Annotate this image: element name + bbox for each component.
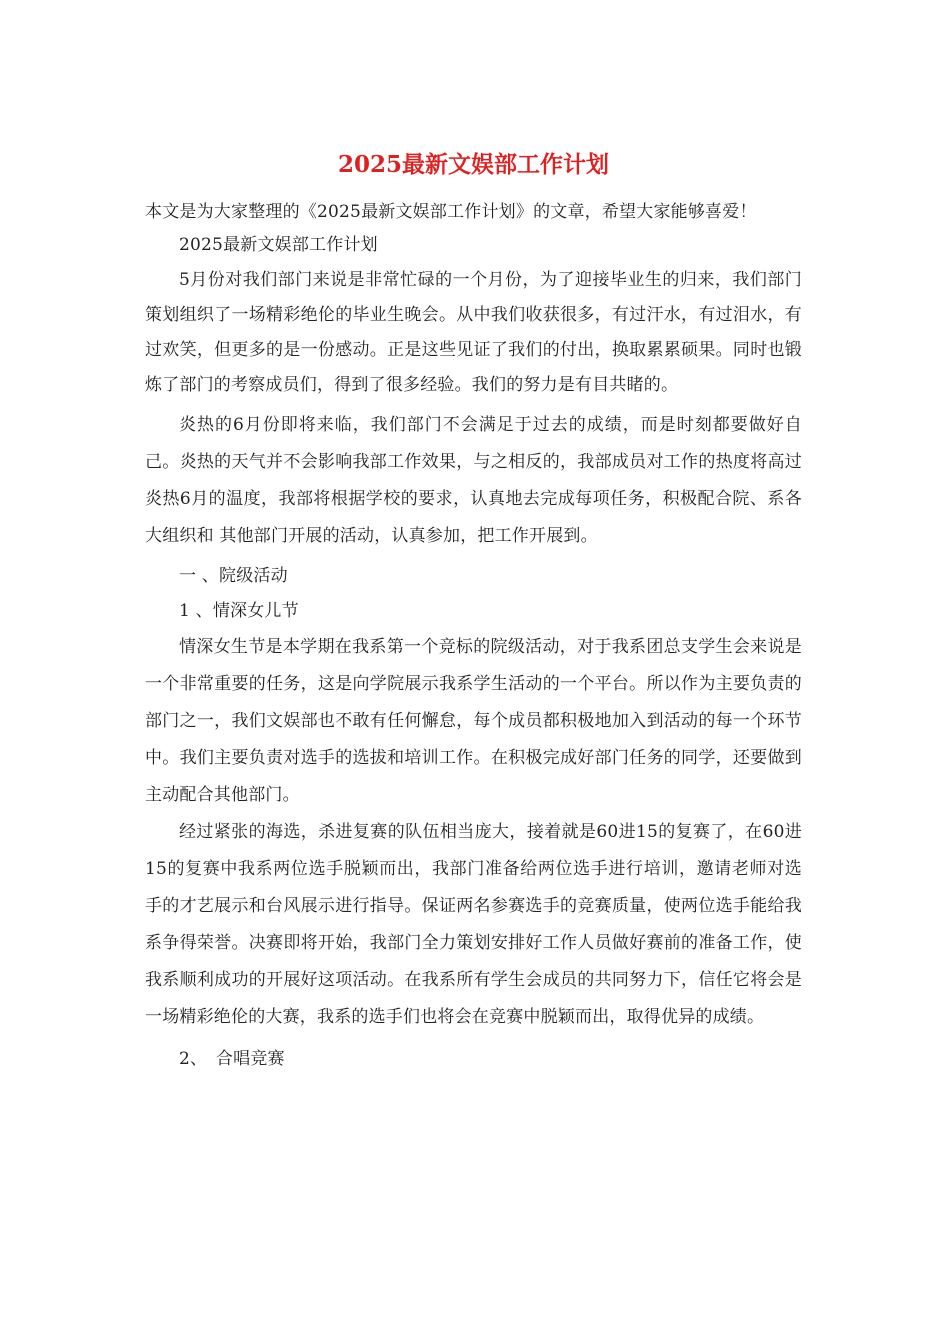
paragraph-may: 5月份对我们部门来说是非常忙碌的一个月份，为了迎接毕业生的归来，我们部门策划组织了一场精彩绝伦的毕业生晚会。从中我们收获很多，有过汗水，有过泪水，有过欢笑，但更多的是一份感动。正是这些见证了我们的付出，换取累累硕果。同时也锻炼了部门的考察成员们，得到了很多经验。我们的努力是有目共睹的。 — [145, 270, 802, 395]
item-heading-1: 1 、情深女儿节 — [179, 601, 299, 621]
intro-text: 本文是为大家整理的《2025最新文娱部工作计划》的文章，希望大家能够喜爱！ — [145, 202, 757, 222]
item-heading-2: 2、 合唱竞赛 — [179, 1049, 285, 1069]
paragraph-competition: 经过紧张的海选，杀进复赛的队伍相当庞大，接着就是60进15的复赛了，在60进15的复赛中我系两位选手脱颖而出，我部门准备给两位选手进行培训，邀请老师对选手的才艺展示和台风展示进行指导。保证两名参赛选手的竞赛质量，使两位选手能给我系争得荣誉。决赛即将开始，我部门全力策划安排好工作人员做好赛前的准备工作，使我系顺利成功的开展好这项活动。在我系所有学生会成员的共同努力下，信任它将会是一场精彩绝伦的大赛，我系的选手们也将会在竞赛中脱颖而出，取得优异的成绩。 — [145, 822, 802, 1027]
paragraph-girls-day: 情深女生节是本学期在我系第一个竞标的院级活动，对于我系团总支学生会来说是一个非常重要的任务，这是向学院展示我系学生活动的一个平台。所以作为主要负责的部门之一，我们文娱部也不敢有任何懈怠，每个成员都积极地加入到活动的每一个环节中。我们主要负责对选手的选拔和培训工作。在积极完成好部门任务的同学，还要做到主动配合其他部门。 — [145, 637, 802, 805]
section-heading-1: 一 、院级活动 — [179, 566, 288, 586]
paragraph-june: 炎热的6月份即将来临，我们部门不会满足于过去的成绩，而是时刻都要做好自己。炎热的天气并不会影响我部工作效果，与之相反的，我部成员对工作的热度将高过炎热6月的温度，我部将根据学校的要求，认真地去完成每项任务，积极配合院、系各大组织和 其他部门开展的活动，认真参加，把工作开展到。 — [145, 415, 802, 546]
document-title: 2025最新文娱部工作计划 — [337, 151, 609, 178]
subtitle: 2025最新文娱部工作计划 — [179, 235, 378, 255]
